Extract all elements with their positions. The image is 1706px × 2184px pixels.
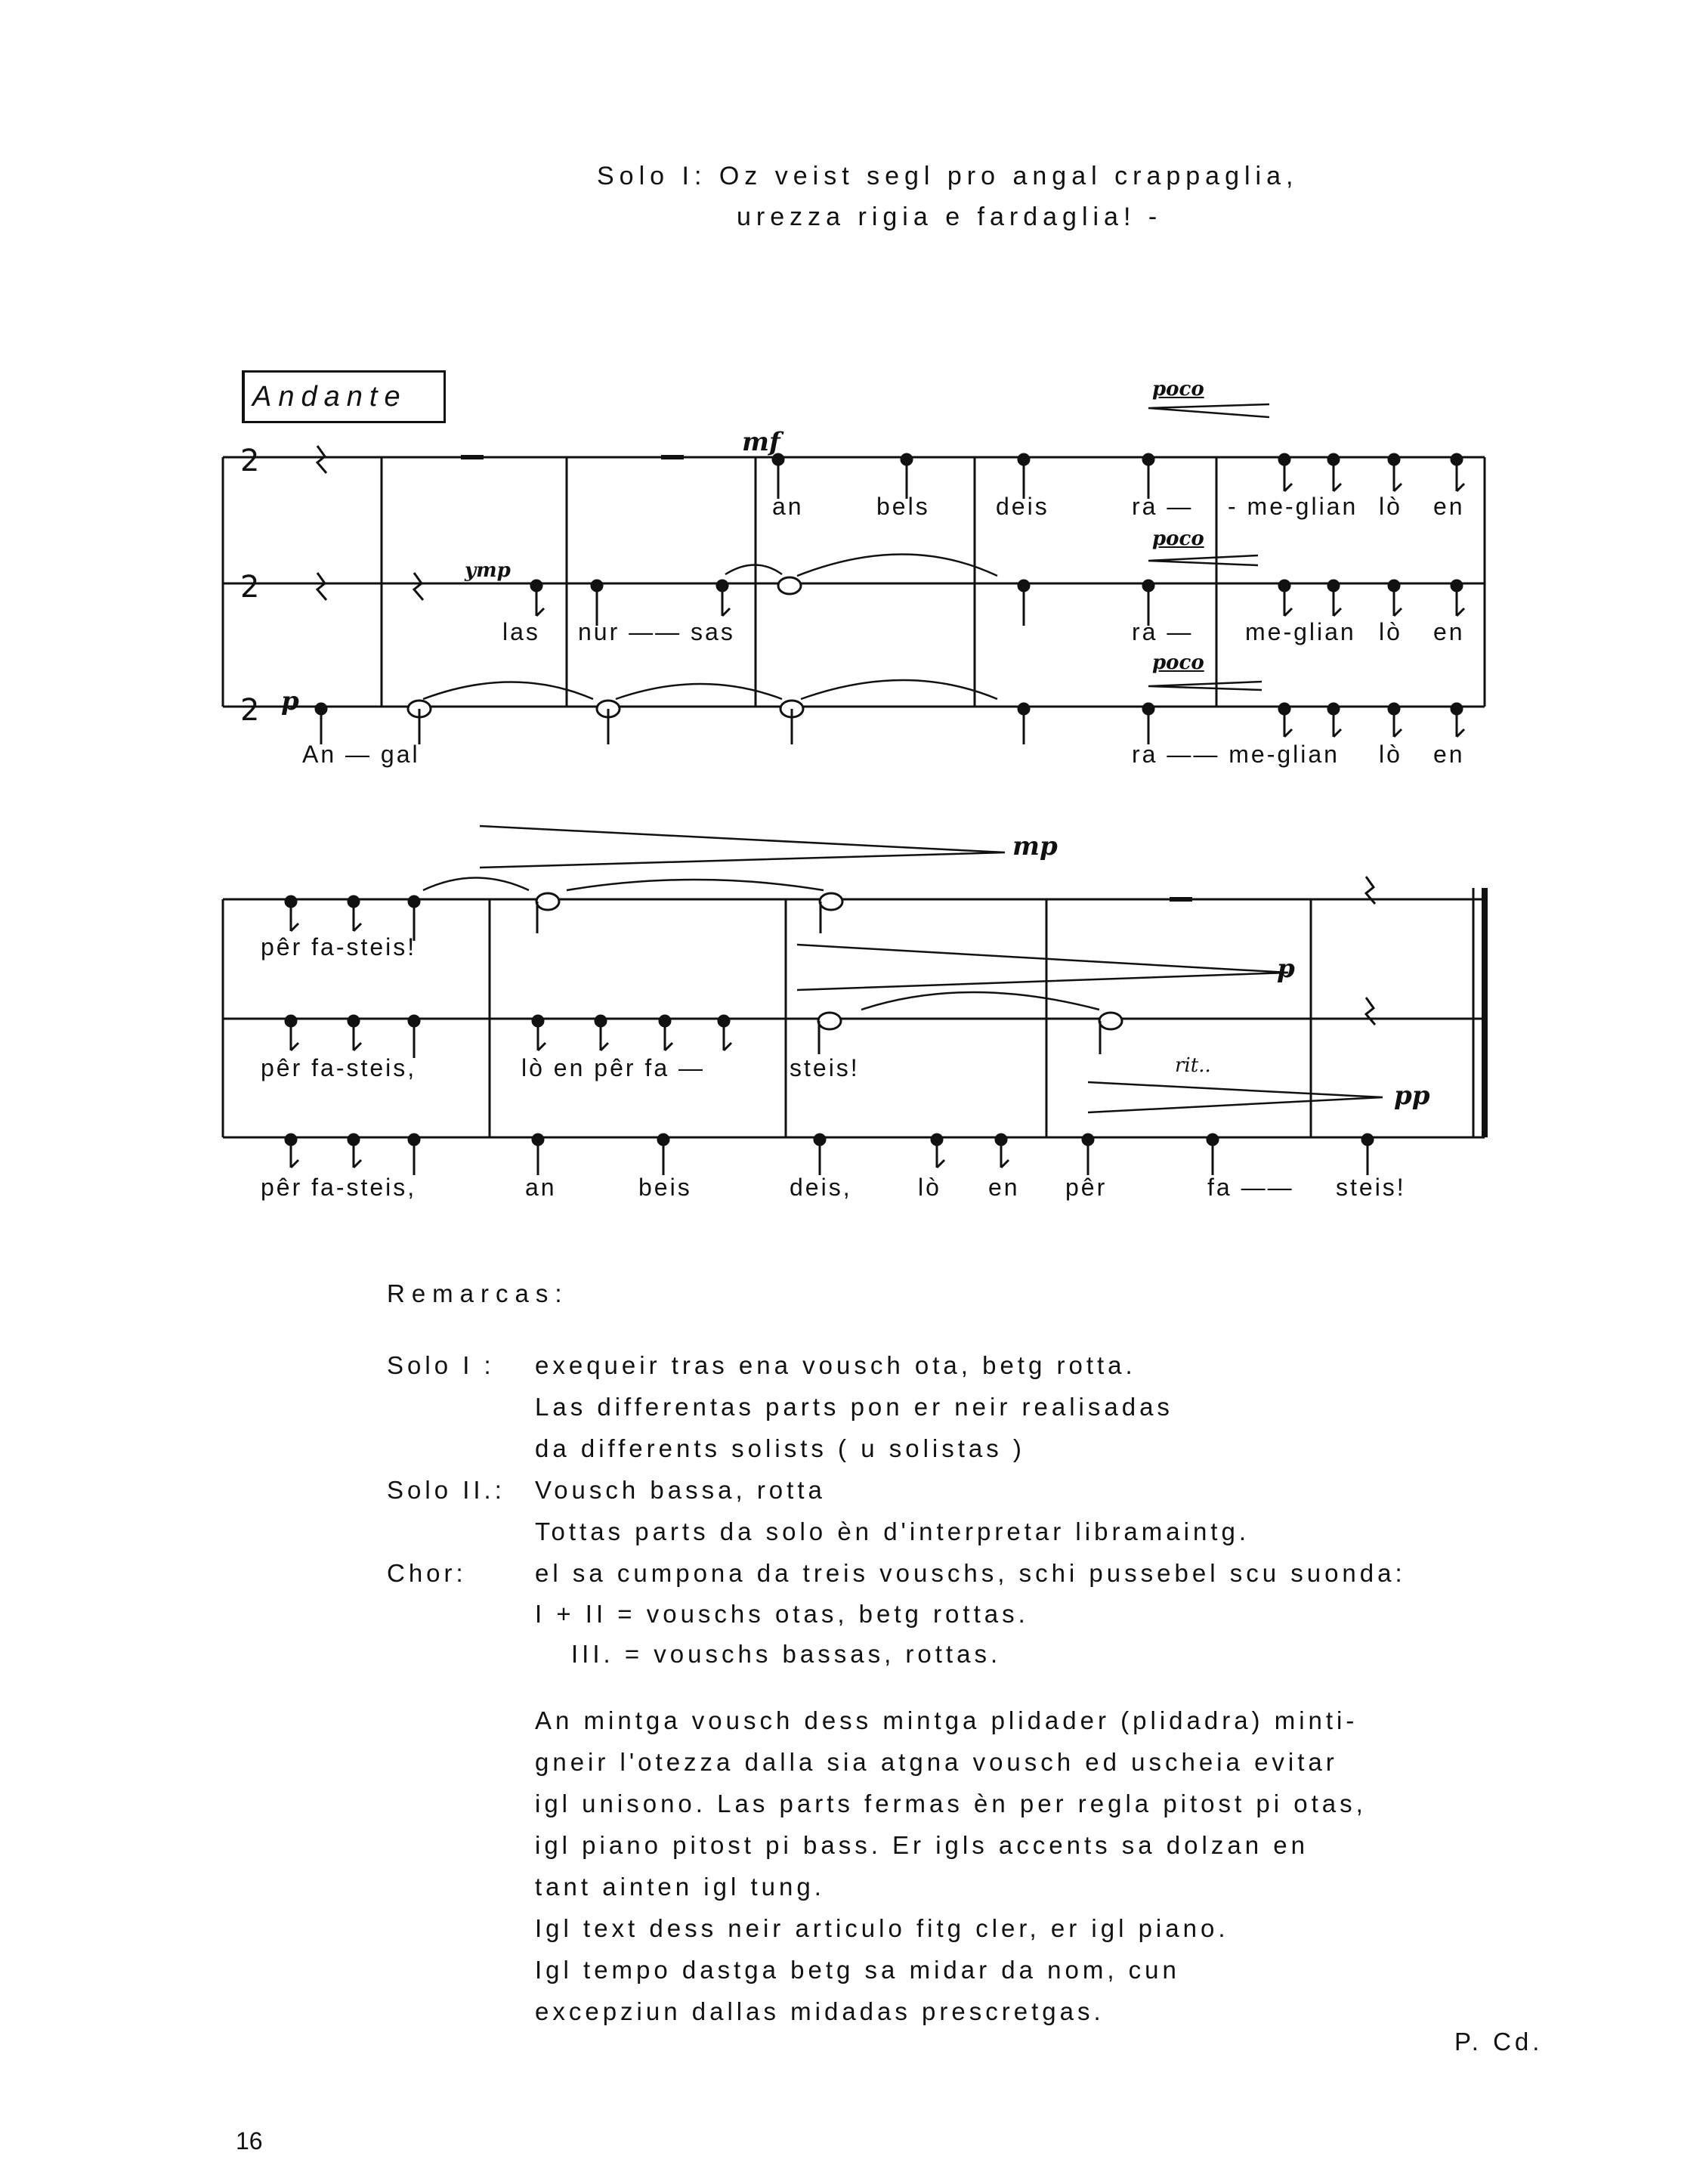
dynamic-p-s2: p bbox=[1277, 954, 1295, 984]
remark-label-chor: Chor: bbox=[387, 1559, 467, 1587]
remark-chor-line-2: I + II = vouschs otas, betg rottas. bbox=[535, 1600, 1029, 1628]
lyric-s1-v2-2: nur —— sas bbox=[578, 618, 735, 645]
lyric-s2-v3-4: deis, bbox=[790, 1174, 852, 1201]
svg-text:2: 2 bbox=[240, 693, 260, 728]
dynamic-poco-1: poco bbox=[1152, 378, 1204, 401]
lyric-s2-v3-7: pêr bbox=[1065, 1174, 1108, 1201]
lyric-s1-v1-7: en bbox=[1433, 493, 1465, 520]
signature: P. Cd. bbox=[1454, 2028, 1544, 2056]
remark-paragraph-line-2: gneir l'otezza dalla sia atgna vousch ed uscheia evitar bbox=[535, 1748, 1338, 1776]
remark-paragraph-line-6: Igl text dess neir articulo fitg cler, er igl piano. bbox=[535, 1914, 1229, 1942]
lyric-s1-v3-3: lò bbox=[1379, 741, 1402, 768]
lyric-s2-v3-2: an bbox=[525, 1174, 557, 1201]
dynamic-mp-s2: mp bbox=[1012, 831, 1058, 862]
lyric-s1-v1-3: deis bbox=[996, 493, 1049, 520]
svg-text:2: 2 bbox=[240, 570, 260, 605]
remark-chor-line-1: el sa cumpona da treis vouschs, schi pussebel scu suonda: bbox=[535, 1559, 1406, 1587]
system-2-voice-3-notes bbox=[286, 1134, 1373, 1175]
remark-solo-2-line-1: Vousch bassa, rotta bbox=[535, 1476, 826, 1504]
lyric-s1-v2-4: me-glian bbox=[1245, 618, 1356, 645]
remark-chor-line-3: III. = vouschs bassas, rottas. bbox=[571, 1640, 1002, 1668]
remark-paragraph-line-3: igl unisono. Las parts fermas èn per regla pitost pi otas, bbox=[535, 1790, 1367, 1817]
lyric-s1-v2-6: en bbox=[1433, 618, 1465, 645]
lyric-s2-v3-1: pêr fa-steis, bbox=[261, 1174, 417, 1201]
remark-solo-1-line-3: da differents solists ( u solistas ) bbox=[535, 1434, 1025, 1462]
lyric-s1-v1-6: lò bbox=[1379, 493, 1402, 520]
lyric-s2-v2-2: lò en pêr fa — bbox=[521, 1054, 705, 1081]
remark-solo-1-line-1: exequeir tras ena vousch ota, betg rotta. bbox=[535, 1351, 1136, 1379]
tempo-label: Andante bbox=[252, 380, 407, 413]
lyric-s1-v3-4: en bbox=[1433, 741, 1465, 768]
dynamic-mp: ymp bbox=[465, 559, 511, 582]
dynamic-poco-2: poco bbox=[1152, 527, 1204, 550]
lyric-s1-v1-5: - me-glian bbox=[1228, 493, 1358, 520]
lyric-s1-v1-4: ra — bbox=[1132, 493, 1194, 520]
lyric-s1-v2-1: las bbox=[502, 618, 540, 645]
remarks-heading: Remarcas: bbox=[387, 1279, 569, 1307]
page-number: 16 bbox=[236, 2127, 263, 2155]
lyric-s2-v2-3: steis! bbox=[790, 1054, 860, 1081]
lyric-s2-v3-9: steis! bbox=[1336, 1174, 1406, 1201]
lyric-s1-v2-3: ra — bbox=[1132, 618, 1194, 645]
remark-paragraph-line-4: igl piano pitost pi bass. Er igls accents sa dolzan en bbox=[535, 1831, 1309, 1859]
time-signatures bbox=[240, 444, 259, 728]
lyric-s2-v3-8: fa —— bbox=[1207, 1174, 1294, 1201]
dynamic-rit: rit.. bbox=[1175, 1054, 1211, 1077]
lyric-s2-v2-1: pêr fa-steis, bbox=[261, 1054, 417, 1081]
lyric-s1-v2-5: lò bbox=[1379, 618, 1402, 645]
remark-paragraph-line-7: Igl tempo dastga betg sa midar da nom, cun bbox=[535, 1956, 1180, 1984]
lyric-s1-v3-2: ra —— me-glian bbox=[1132, 741, 1340, 768]
remark-solo-1-line-2: Las differentas parts pon er neir realisadas bbox=[535, 1393, 1173, 1421]
solo-text-line-2: urezza rigia e fardaglia! - bbox=[737, 203, 1163, 231]
dynamic-poco-3: poco bbox=[1152, 651, 1204, 674]
lyric-s2-v3-5: lò bbox=[918, 1174, 941, 1201]
system-2-slurs bbox=[423, 878, 1099, 1010]
lyric-s1-v1-1: an bbox=[772, 493, 804, 520]
lyric-s2-v3-6: en bbox=[988, 1174, 1020, 1201]
lyric-s1-v3-1: An — gal bbox=[302, 741, 420, 768]
svg-text:2: 2 bbox=[240, 444, 260, 478]
dynamic-pp: pp bbox=[1394, 1081, 1430, 1111]
remark-solo-2-line-2: Tottas parts da solo èn d'interpretar libramaintg. bbox=[535, 1517, 1250, 1545]
lyric-s1-v1-2: bels bbox=[876, 493, 930, 520]
remark-paragraph-line-8: excepziun dallas midadas prescretgas. bbox=[535, 1997, 1105, 2025]
lyric-s2-v3-3: beis bbox=[638, 1174, 692, 1201]
remark-label-solo-1: Solo I : bbox=[387, 1351, 495, 1379]
dynamic-p: p bbox=[281, 686, 299, 716]
remark-paragraph-line-1: An mintga vousch dess mintga plidader (plidadra) minti- bbox=[535, 1706, 1358, 1734]
solo-text-line-1: Solo I: Oz veist segl pro angal crappaglia, bbox=[597, 162, 1299, 190]
lyric-s2-v1-1: pêr fa-steis! bbox=[261, 933, 417, 961]
dynamic-mf: mf bbox=[742, 427, 780, 457]
remark-label-solo-2: Solo II.: bbox=[387, 1476, 505, 1504]
remark-paragraph-line-5: tant ainten igl tung. bbox=[535, 1873, 825, 1901]
